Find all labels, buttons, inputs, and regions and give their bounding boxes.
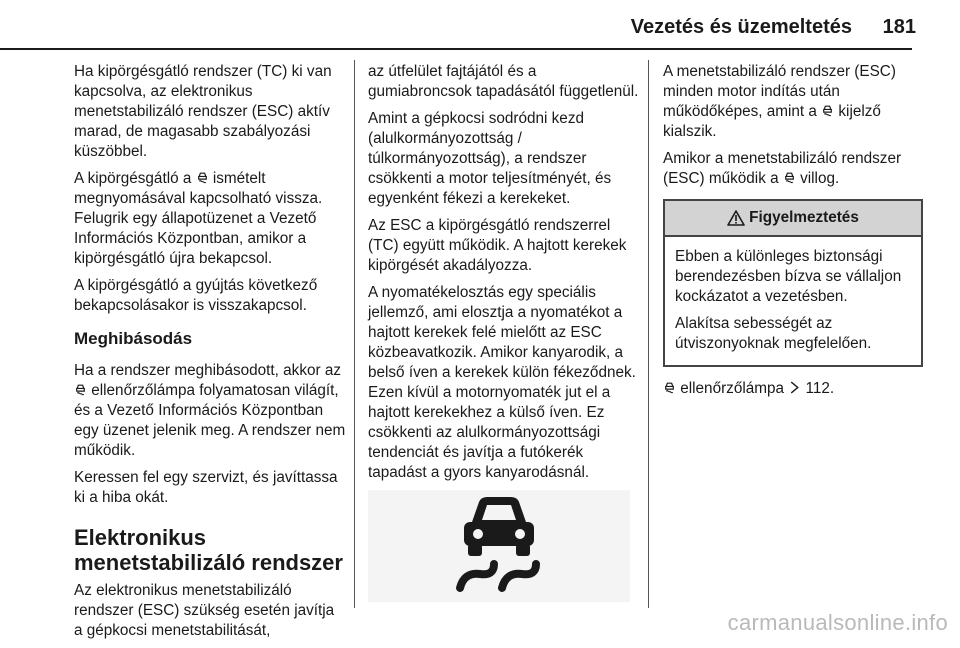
traction-control-icon [196, 171, 209, 184]
paragraph: az útfelület fajtájától és a gumiabroncsok tapadásától függetlenül. [368, 63, 639, 100]
warning-title: Figyelmeztetés [749, 209, 859, 226]
paragraph: Az ESC a kipörgésgátló rendszerrel (TC) együtt működik. A hajtott kerekek kipörgését akadályozza. [368, 217, 627, 274]
paragraph: Ebben a különleges biztonsági berendezésben bízva se vállaljon kockázatot a vezetésben. [675, 248, 902, 305]
paragraph: A kipörgésgátló a ismételt megnyomásával kapcsolható vissza. Felugrik egy állapotüzenet a Vezető Információs Központban, amikor a kipörgésgátló újra bekapcsol. [74, 170, 323, 267]
traction-control-icon [663, 381, 676, 394]
column-divider [354, 60, 355, 608]
traction-control-icon [74, 383, 87, 396]
esc-indicator-icon [821, 104, 834, 117]
page-header [0, 12, 960, 42]
esc-indicator-icon [783, 171, 796, 184]
column-1 [74, 62, 346, 648]
paragraph: Ha kipörgésgátló rendszer (TC) ki van kapcsolva, az elektronikus menetstabilizáló rendszer (ESC) aktív marad, de magasabb szabályozási küszöbbel. [74, 63, 332, 160]
paragraph: A kipörgésgátló a gyújtás következő bekapcsolásakor is visszakapcsol. [74, 277, 318, 314]
cross-reference: ellenőrzőlámpa 112. [663, 379, 923, 399]
paragraph: Keressen fel egy szervizt, és javíttassa ki a hiba okát. [74, 469, 338, 506]
page-reference-link[interactable]: 112. [805, 380, 835, 397]
paragraph: Amikor a menetstabilizáló rendszer (ESC) működik a villog. [663, 150, 902, 187]
paragraph: A menetstabilizáló rendszer (ESC) minden motor indítás után működőképes, amint a kijelző kialszik. [663, 63, 896, 140]
column-3 [663, 62, 923, 406]
skidding-car-icon [450, 492, 548, 600]
page-reference-arrow-icon[interactable] [788, 381, 801, 394]
paragraph: Alakítsa sebességét az útviszonyoknak megfelelően. [675, 315, 872, 352]
column-divider [648, 60, 649, 608]
esc-figure [368, 490, 630, 602]
warning-header [665, 201, 921, 237]
warning-body [665, 237, 921, 365]
section-heading: Meghibásodás [74, 329, 193, 348]
paragraph: Amint a gépkocsi sodródni kezd (alulkormányozottság / túlkormányozottság), a rendszer csökkenti a motor teljesítményét, és egyenként fékezi a kerekeket. [368, 110, 612, 207]
warning-box [663, 199, 923, 367]
paragraph: A nyomatékelosztás egy speciális jellemző, ami elosztja a nyomatékot a hajtott kerekek felé mielőtt az ESC közbeavatkozik. Amikor kanyarodik, a belső íven a kerekek külön fékeződnek. Ezen kívül a motornyomaték jut el a hajtott kerekekhez a külső íven. Ez csökkenti az alulkormányozottsági tendenciát és javítja a futókerék tapadást a gyors kanyarodásnál. [368, 284, 636, 481]
header-title: Vezetés és üzemeltetés [630, 16, 852, 38]
page-number: 181 [882, 16, 916, 38]
watermark: carmanualsonline.info [727, 610, 948, 635]
paragraph: Ha a rendszer meghibásodott, akkor az ellenőrzőlámpa folyamatosan világít, és a Vezető Információs Központban egy üzenet jelenik meg. A rendszer nem működik. [74, 362, 346, 459]
header-rule [0, 48, 912, 50]
paragraph: Az elektronikus menetstabilizáló rendszer (ESC) szükség esetén javítja a gépkocsi menetstabilitását, [74, 582, 335, 639]
chapter-heading: Elektronikus menetstabilizáló rendszer [74, 525, 343, 575]
warning-triangle-icon [727, 210, 745, 226]
column-2 [368, 62, 640, 602]
